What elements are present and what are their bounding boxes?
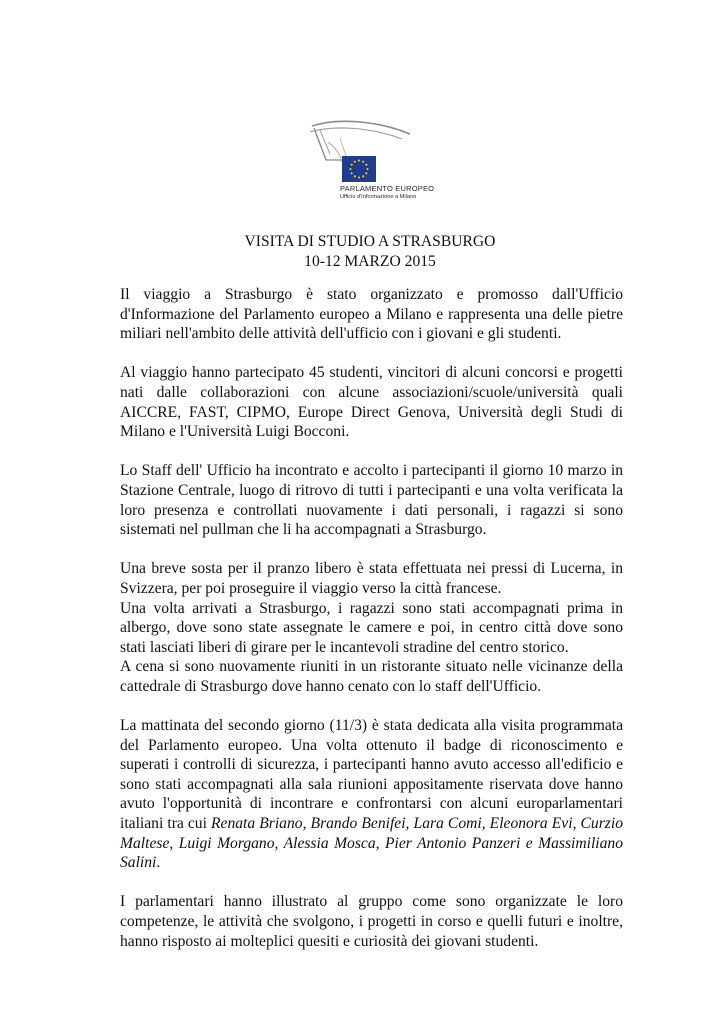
paragraph-5: [120, 716, 623, 873]
eu-stars-icon: [306, 120, 436, 186]
logo-line-1: PARLAMENTO EUROPEO: [340, 184, 435, 193]
mep-names: Renata Briano, Brando Benifei, Lara Comi, Eleonora Evi, Curzio Maltese, Luigi Morgano, Alessia Mosca, Pier Antonio Panzeri e Massimiliano Salini: [120, 815, 623, 872]
title-line-1: VISITA DI STUDIO A STRASBURGO: [244, 233, 496, 250]
paragraph-3: Lo Staff dell' Ufficio ha incontrato e accolto i partecipanti il giorno 10 marzo in Stazione Centrale, luogo di ritrovo di tutti i partecipanti e una volta verificata la loro presenza e controllati nuovamente i dati personali, i ragazzi si sono sistemati nel pullman che li ha accompagnati a Strasburgo.: [120, 462, 623, 539]
paragraph-4b: Una volta arrivati a Strasburgo, i ragazzi sono stati accompagnati prima in albergo, dove sono state assegnate le camere e poi, in centro città dove sono stati lasciati liberi di girare per le incantevoli stradine del centro storico.: [120, 599, 623, 656]
document-title: [120, 232, 620, 272]
eu-star: [349, 168, 351, 170]
paragraph-2: Al viaggio hanno partecipato 45 studenti, vincitori di alcuni concorsi e progetti nati dalle collaborazioni con alcune associazioni/scuole/università quali AICCRE, FAST, CIPMO, Europe Direct Genova, Università degli Studi di Milano e l'Università Luigi Bocconi.: [120, 364, 623, 441]
eu-star: [354, 161, 356, 163]
eu-star: [354, 175, 356, 177]
paragraph-5-text: La mattinata del secondo giorno (11/3) è stata dedicata alla visita programmata del Parlamento europeo. Una volta ottenuto il badge di riconoscimento e superati i controlli di sicurezza, i partecipanti hanno avuto accesso all'edificio e sono stati accompagnati alla sala riunioni appositamente riservata dove hanno avuto l'opportunità di incontrare e confrontarsi con alcuni europarlamentari italiani tra cui: [120, 717, 623, 833]
paragraph-4a: Una breve sosta per il pranzo libero è stata effettuata nei pressi di Lucerna, in Svizzera, per poi proseguire il viaggio verso la città francese.: [120, 560, 623, 597]
logo-caption: [340, 184, 434, 201]
eu-star: [358, 159, 360, 161]
document-body: [120, 285, 623, 971]
paragraph-1: Il viaggio a Strasburgo è stato organizzato e promosso dall'Ufficio d'Informazione del Parlamento europeo a Milano e rappresenta una delle pietre miliari nell'ambito delle attività dell'ufficio con i giovani e gli studenti.: [120, 286, 623, 343]
eu-star: [362, 175, 364, 177]
eu-star: [351, 172, 353, 174]
european-parliament-logo: [306, 120, 436, 210]
eu-star: [365, 172, 367, 174]
paragraph-5-end: .: [156, 854, 161, 872]
eu-star: [358, 176, 360, 178]
logo-line-2: Ufficio d'Informazione a Milano: [340, 194, 417, 200]
eu-star: [366, 168, 368, 170]
paragraph-4c: A cena si sono nuovamente riuniti in un ristorante situato nelle vicinanze della cattedrale di Strasburgo dove hanno cenato con lo staff dell'Ufficio.: [120, 658, 623, 695]
eu-star: [362, 161, 364, 163]
eu-star: [365, 164, 367, 166]
title-line-2: 10-12 MARZO 2015: [304, 253, 436, 270]
paragraph-6: I parlamentari hanno illustrato al gruppo come sono organizzate le loro competenze, le attività che svolgono, i progetti in corso e quelli futuri e inoltre, hanno risposto ai molteplici quesiti e curiosità dei giovani studenti.: [120, 893, 623, 950]
eu-star: [351, 164, 353, 166]
